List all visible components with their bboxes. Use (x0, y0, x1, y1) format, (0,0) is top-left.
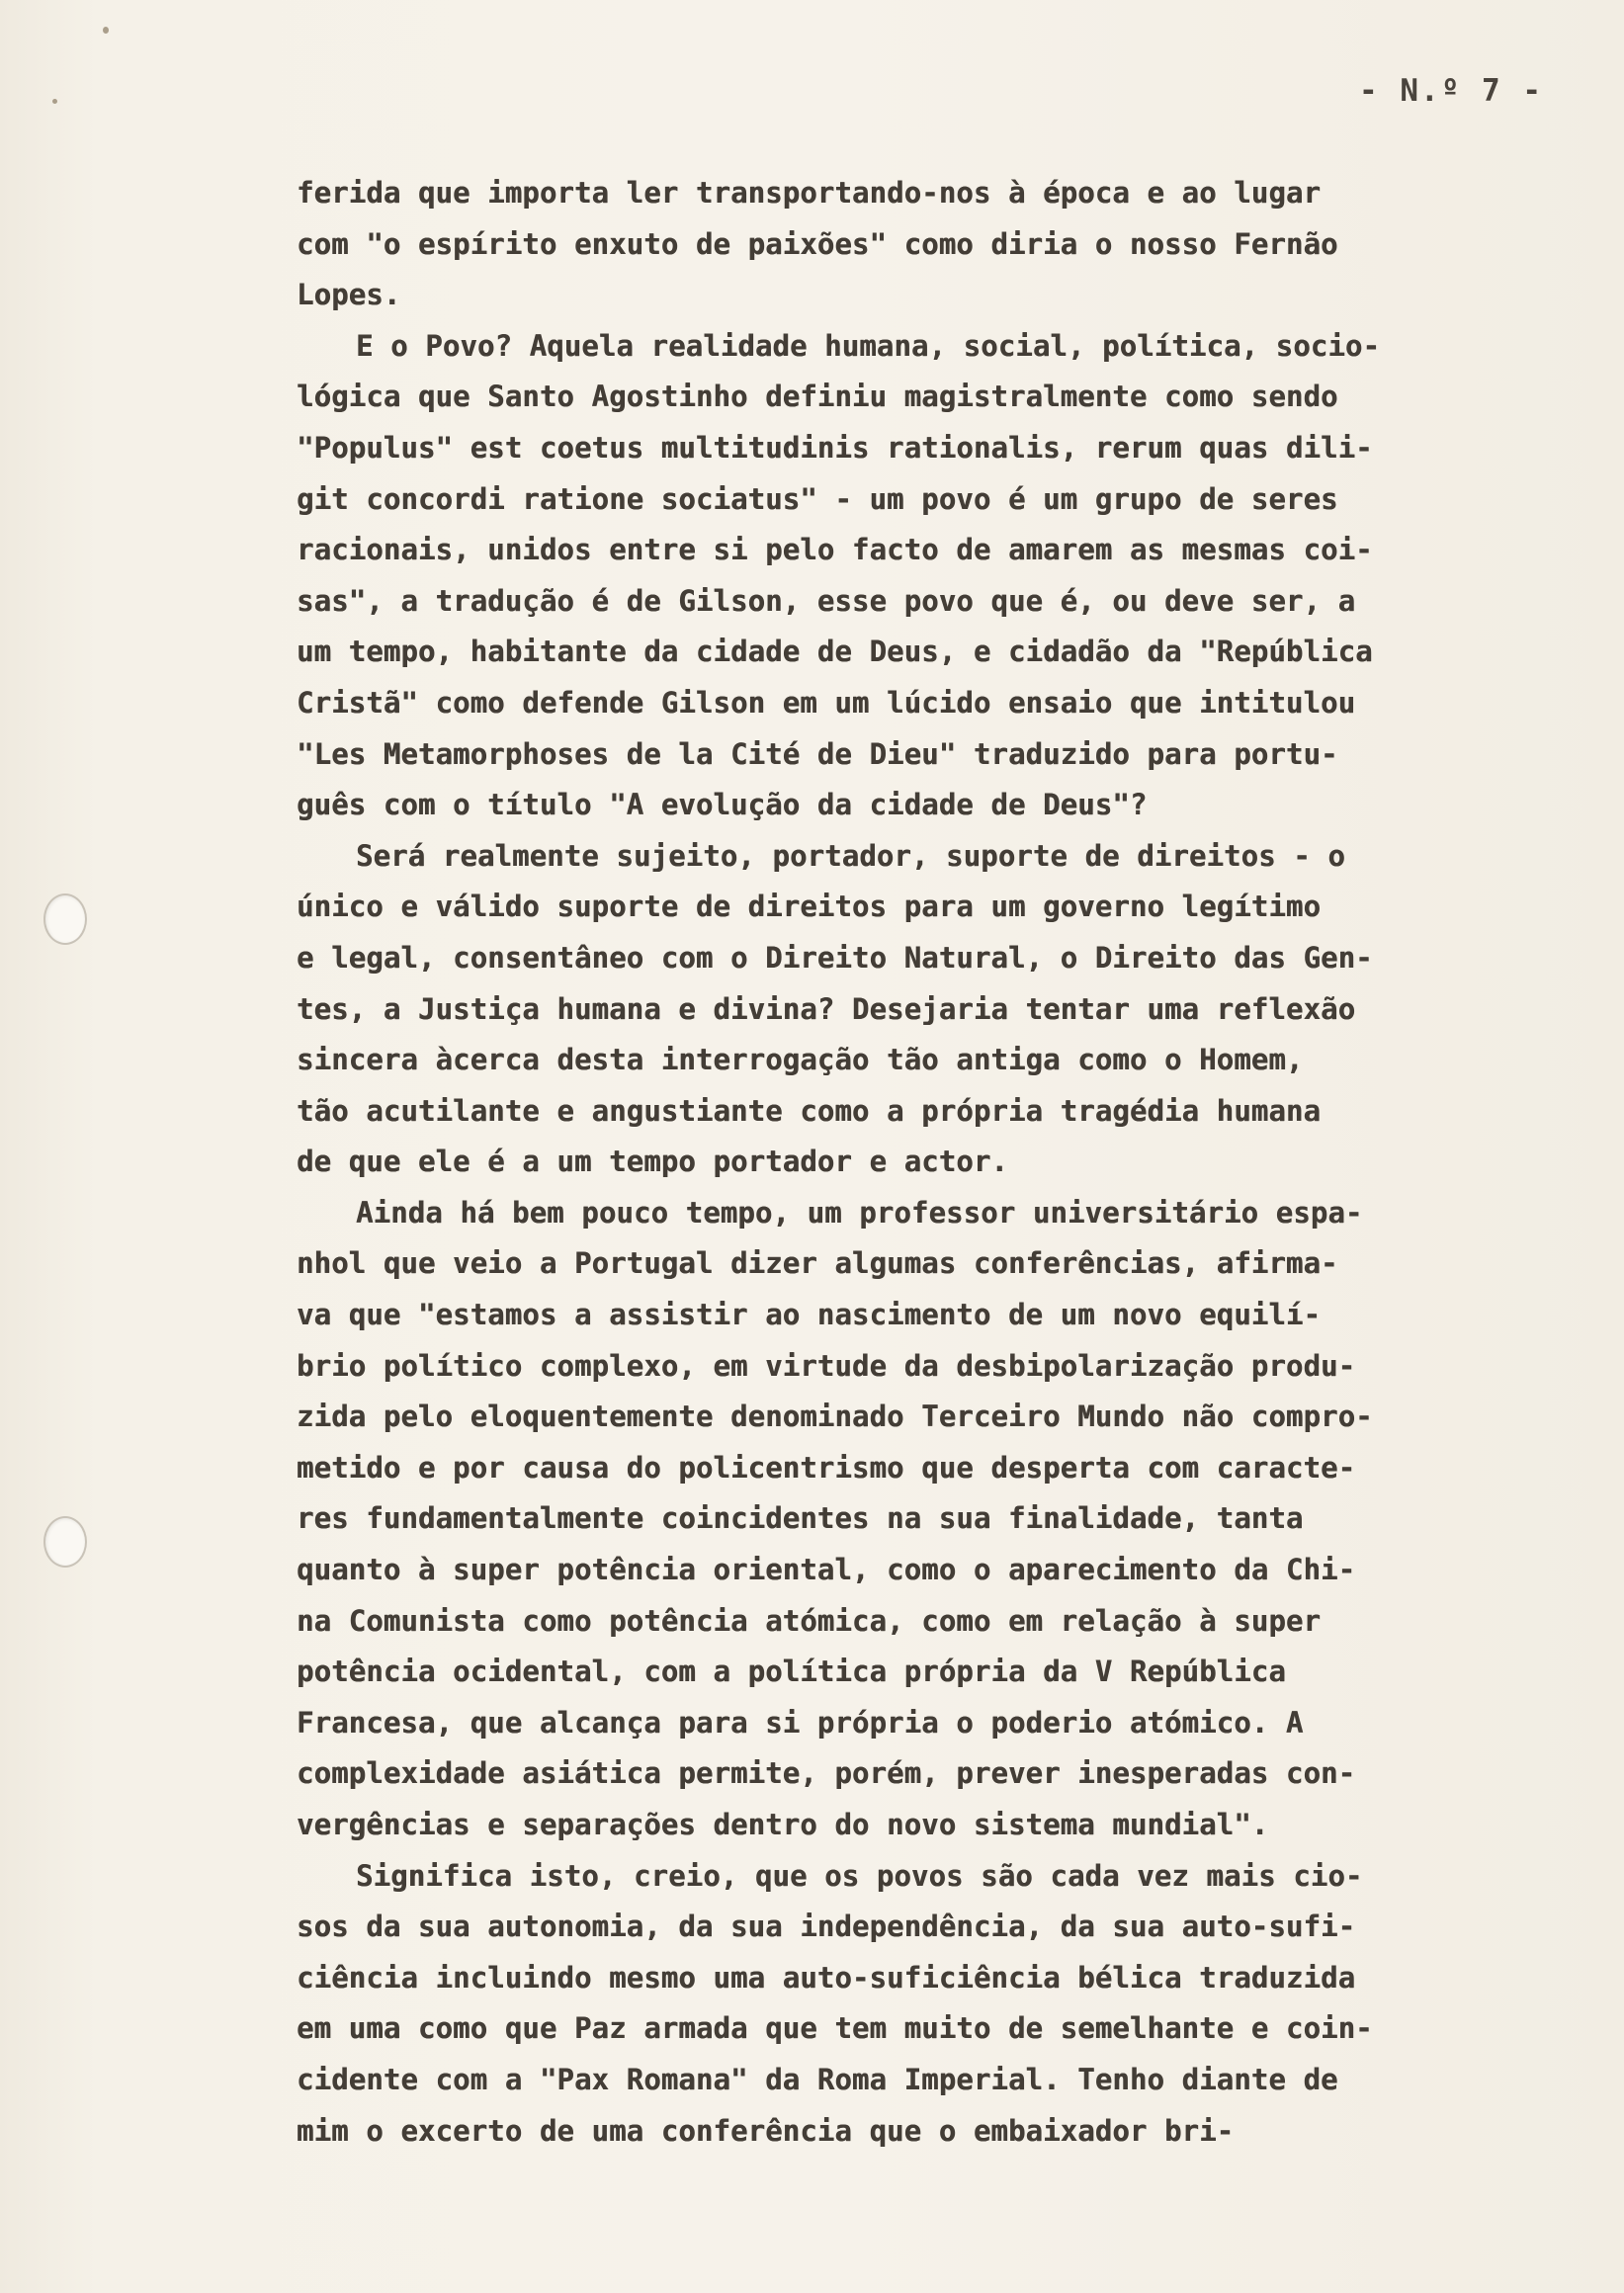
text-line: ferida que importa ler transportando-nos à época e ao lugar (297, 176, 1322, 210)
text-line: E o Povo? Aquela realidade humana, social, política, socio- (356, 328, 1381, 363)
punch-hole (43, 893, 87, 945)
text-line: mim o excerto de uma conferência que o embaixador bri- (297, 2113, 1235, 2148)
text-line: brio político complexo, em virtude da desbipolarização produ- (297, 1348, 1356, 1383)
text-line: potência ocidental, com a política própria da V República (297, 1655, 1286, 1689)
page-number: - N.º 7 - (1359, 73, 1543, 109)
text-line: zida pelo eloquentemente denominado Terceiro Mundo não compro- (297, 1400, 1373, 1434)
text-line: res fundamentalmente coincidentes na sua finalidade, tanta (297, 1501, 1304, 1536)
paper-speck (103, 27, 109, 34)
text-line: lógica que Santo Agostinho definiu magistralmente como sendo (297, 380, 1338, 414)
text-line: sincera àcerca desta interrogação tão antiga como o Homem, (297, 1043, 1304, 1077)
text-line: na Comunista como potência atómica, como em relação à super (297, 1603, 1322, 1638)
text-line: em uma como que Paz armada que tem muito de semelhante e coin- (297, 2011, 1373, 2046)
text-line: ciência incluindo mesmo uma auto-suficiência bélica traduzida (297, 1960, 1356, 1995)
text-line: va que "estamos a assistir ao nascimento de um novo equilí- (297, 1298, 1322, 1332)
text-line: Cristã" como defende Gilson em um lúcido ensaio que intitulou (297, 685, 1356, 720)
text-line: Significa isto, creio, que os povos são cada vez mais cio- (356, 1858, 1363, 1893)
text-line: um tempo, habitante da cidade de Deus, e cidadão da "República (297, 635, 1373, 669)
text-line: quanto à super potência oriental, como o aparecimento da Chi- (297, 1553, 1356, 1587)
text-line: "Populus" est coetus multitudinis rationalis, rerum quas dili- (297, 430, 1373, 465)
text-line: nhol que veio a Portugal dizer algumas conferências, afirma- (297, 1246, 1338, 1281)
text-line: com "o espírito enxuto de paixões" como diria o nosso Fernão (297, 226, 1338, 261)
text-line: Lopes. (297, 278, 401, 312)
text-line: metido e por causa do policentrismo que desperta com caracte- (297, 1450, 1356, 1485)
text-line: cidente com a "Pax Romana" da Roma Imperial. Tenho diante de (297, 2062, 1338, 2096)
text-line: e legal, consentâneo com o Direito Natural, o Direito das Gen- (297, 940, 1373, 975)
text-line: "Les Metamorphoses de la Cité de Dieu" traduzido para portu- (297, 736, 1338, 771)
text-line: Francesa, que alcança para si própria o poderio atómico. A (297, 1705, 1304, 1740)
text-line: Ainda há bem pouco tempo, um professor universitário espa- (356, 1195, 1363, 1230)
paper-speck (52, 99, 57, 104)
text-line: racionais, unidos entre si pelo facto de amarem as mesmas coi- (297, 533, 1373, 567)
text-line: git concordi ratione sociatus" - um povo é um grupo de seres (297, 481, 1338, 516)
text-line: sos da sua autonomia, da sua independência, da sua auto-sufi- (297, 1910, 1356, 1944)
punch-hole (43, 1516, 87, 1568)
text-line: sas", a tradução é de Gilson, esse povo que é, ou deve ser, a (297, 583, 1356, 618)
text-line: complexidade asiática permite, porém, prever inesperadas con- (297, 1756, 1356, 1791)
typewritten-body (297, 168, 1552, 2157)
text-line: Será realmente sujeito, portador, suporte de direitos - o (356, 838, 1345, 873)
text-line: tão acutilante e angustiante como a própria tragédia humana (297, 1093, 1322, 1128)
text-line: tes, a Justiça humana e divina? Desejaria tentar uma reflexão (297, 991, 1356, 1026)
text-line: vergências e separações dentro do novo sistema mundial". (297, 1808, 1269, 1841)
text-line: único e válido suporte de direitos para um governo legítimo (297, 890, 1322, 924)
text-line: guês com o título "A evolução da cidade de Deus"? (297, 788, 1148, 822)
text-line: de que ele é a um tempo portador e actor. (297, 1145, 1008, 1179)
